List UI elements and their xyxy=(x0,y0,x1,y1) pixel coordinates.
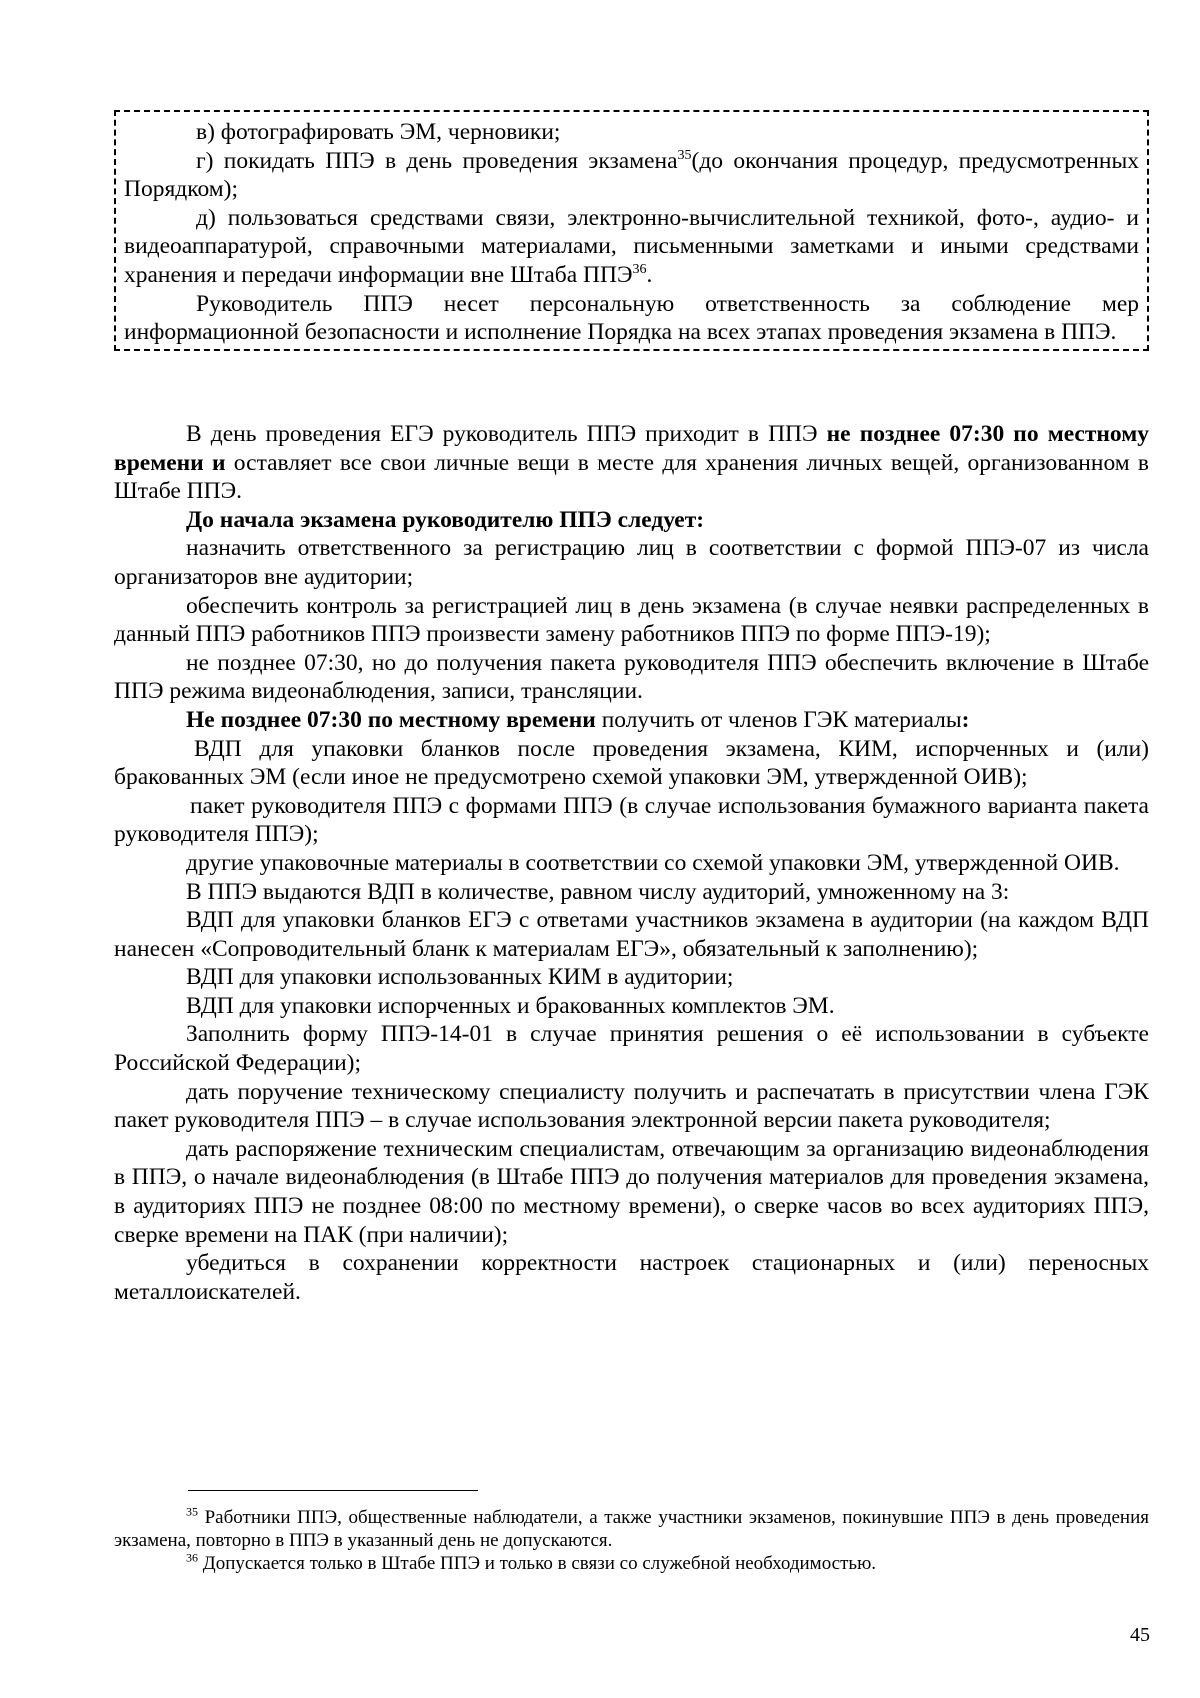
footnote-separator xyxy=(188,1490,478,1491)
restrictions-box xyxy=(114,110,1149,351)
box-responsibility-paragraph: Руководитель ППЭ несет персональную ответственность за соблюдение мер информационной безопасности и исполнение Порядка на всех этапах проведения экзамена в ППЭ. xyxy=(124,290,1139,346)
paragraph-vdp-packaging: ВДП для упаковки бланков после проведения экзамена, КИМ, испорченных и (или) бракованных ЭМ (если иное не предусмотрено схемой упаковки ЭМ, утвержденной ОИВ); xyxy=(114,735,1149,791)
paragraph-metal-detectors: убедиться в сохранении корректности настроек стационарных и (или) переносных металлоискателей. xyxy=(114,1250,1149,1305)
paragraph-video-order: дать распоряжение техническим специалистам, отвечающим за организацию видеонаблюдения в ППЭ, о начале видеонаблюдения (в Штабе ППЭ до получения материалов для проведения экзамена, в аудиториях ППЭ не позднее 08:00 по местному времени), о сверке часов во всех аудиториях ППЭ, сверке времени на ПАК (при наличии); xyxy=(114,1135,1149,1248)
paragraph-other-materials: другие упаковочные материалы в соответствии со схемой упаковки ЭМ, утвержденной ОИВ. xyxy=(186,849,1120,876)
paragraph-arrival: В день проведения ЕГЭ руководитель ППЭ приходит в ППЭ не позднее 07:30 по местному времени и оставляет все свои личные вещи в месте для хранения личных вещей, организованном в Штабе ППЭ. xyxy=(114,421,1149,505)
paragraph-vdp-count: В ППЭ выдаются ВДП в количестве, равном числу аудиторий, умноженному на 3: xyxy=(186,878,1010,905)
paragraph-tech-specialist: дать поручение техническому специалисту получить и распечатать в присутствии члена ГЭК пакет руководителя ППЭ – в случае использования электронной версии пакета руководителя; xyxy=(114,1078,1149,1134)
main-text xyxy=(114,420,1149,1306)
footnote-ref-35: 35 xyxy=(677,147,692,163)
paragraph-assign-registrar: назначить ответственного за регистрацию лиц в соответствии с формой ППЭ-07 из числа организаторов вне аудитории; xyxy=(114,535,1149,590)
footnote-36: $^{36}$ Допускается только в Штабе ППЭ и только в связи со служебной необходимостью. xyxy=(186,1550,877,1574)
paragraph-vdp-answers: ВДП для упаковки бланков ЕГЭ с ответами участников экзамена в аудитории (на каждом ВДП нанесен «Сопроводительный бланк к материалам ЕГЭ», обязательный к заполнению); xyxy=(114,907,1149,962)
paragraph-heading-before-exam: До начала экзамена руководителю ППЭ следует: xyxy=(186,506,705,533)
page-number: 45 xyxy=(1130,1624,1150,1646)
paragraph-registration-control: обеспечить контроль за регистрацией лиц в день экзамена (в случае неявки распределенных в данный ППЭ работников ППЭ произвести замену работников ППЭ по форме ППЭ-19); xyxy=(114,592,1149,648)
footnotes xyxy=(114,1506,1149,1575)
footnote-ref-36: 36 xyxy=(632,262,647,278)
box-item-d: д) пользоваться средствами связи, электронно-вычислительной техникой, фото-, аудио- и видеоаппаратурой, справочными материалами, письменными заметками и иными средствами хранения и передачи информации вне Штаба ППЭ$^{36}$. xyxy=(124,204,1139,288)
box-item-g: г) покидать ППЭ в день проведения экзамена$^{35}$(до окончания процедур, предусмотренных Порядком); xyxy=(124,147,1139,203)
paragraph-vdp-kim: ВДП для упаковки использованных КИМ в аудитории; xyxy=(186,964,734,991)
box-item-v: в) фотографировать ЭМ, черновики; xyxy=(196,119,561,145)
paragraph-receive-materials: Не позднее 07:30 по местному времени получить от членов ГЭК материалы: xyxy=(186,706,970,733)
paragraph-manager-package: пакет руководителя ППЭ с формами ППЭ (в случае использования бумажного варианта пакета руководителя ППЭ); xyxy=(114,792,1149,848)
paragraph-video-surveillance: не позднее 07:30, но до получения пакета руководителя ППЭ обеспечить включение в Штабе ППЭ режима видеонаблюдения, записи, трансляции. xyxy=(114,649,1149,705)
paragraph-vdp-spoiled: ВДП для упаковки испорченных и бракованных комплектов ЭМ. xyxy=(186,992,835,1019)
paragraph-form-14-01: Заполнить форму ППЭ-14-01 в случае принятия решения о её использовании в субъекте Российской Федерации); xyxy=(114,1021,1149,1077)
footnote-35: $^{35}$ Работники ППЭ, общественные наблюдатели, а также участники экзаменов, покинувшие ППЭ в день проведения экзамена, повторно в ППЭ в указанный день не допускаются. xyxy=(114,1504,1149,1551)
